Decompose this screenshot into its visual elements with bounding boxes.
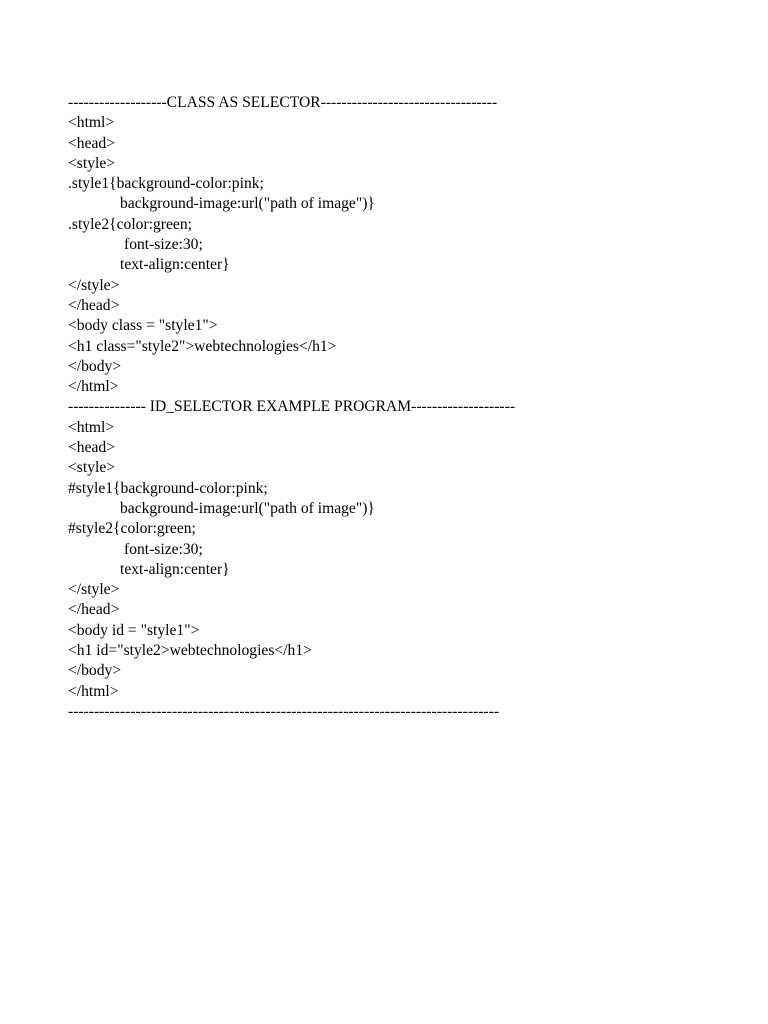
code-line: <html> — [68, 418, 115, 436]
code-line: </html> — [68, 682, 119, 700]
code-line: <style> — [68, 154, 116, 172]
code-line: </html> — [68, 378, 119, 396]
code-line: background-image:url("path of image")} — [120, 499, 375, 517]
code-line: <style> — [68, 459, 116, 477]
code-line: text-align:center} — [120, 256, 230, 274]
code-line: </head> — [68, 601, 120, 619]
code-line: </body> — [68, 662, 122, 680]
closing-divider: ----------------------------------------------------------------------------------- — [68, 702, 500, 720]
document-body — [68, 93, 748, 722]
section-heading-class-selector: -------------------CLASS AS SELECTOR---------------------------------- — [68, 94, 498, 111]
code-line: </body> — [68, 357, 122, 375]
code-line: font-size:30; — [124, 236, 203, 254]
code-line: <body id = "style1"> — [68, 621, 200, 639]
section-heading-id-selector: --------------- ID_SELECTOR EXAMPLE PROGRAM-------------------- — [68, 398, 516, 416]
code-line: <head> — [68, 439, 116, 457]
code-line: #style1{background-color:pink; — [68, 479, 268, 497]
code-line: .style1{background-color:pink; — [68, 175, 264, 193]
code-line: </style> — [68, 276, 120, 294]
code-line: <html> — [68, 114, 115, 132]
code-line: <h1 id="style2>webtechnologies</h1> — [68, 642, 312, 660]
code-line: <head> — [68, 134, 116, 152]
code-line: <body class = "style1"> — [68, 317, 218, 335]
code-line: .style2{color:green; — [68, 215, 192, 233]
code-line: #style2{color:green; — [68, 520, 196, 538]
code-line: background-image:url("path of image")} — [120, 195, 375, 213]
code-line: </style> — [68, 581, 120, 599]
code-line: text-align:center} — [120, 560, 230, 578]
code-line: <h1 class="style2">webtechnologies</h1> — [68, 337, 337, 355]
code-line: font-size:30; — [124, 540, 203, 558]
code-line: </head> — [68, 296, 120, 314]
